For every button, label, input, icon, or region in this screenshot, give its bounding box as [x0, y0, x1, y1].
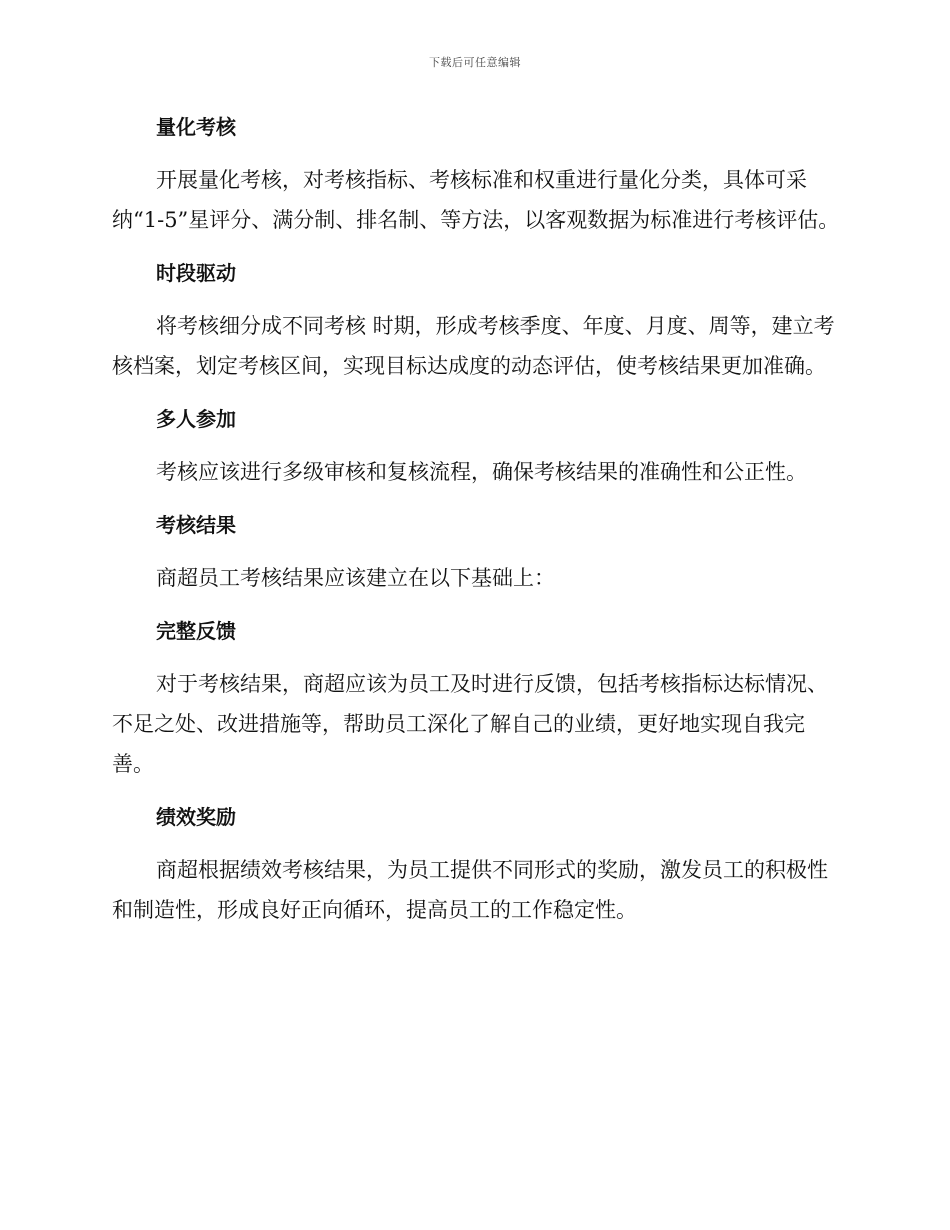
- section-paragraph: 对于考核结果，商超应该为员工及时进行反馈，包括考核指标达标情况、不足之处、改进措施等，帮助员工深化了解自己的业绩，更好地实现自我完善。: [112, 672, 828, 776]
- section-multi-participation: [112, 400, 842, 506]
- section-heading: 考核结果: [156, 513, 236, 537]
- section-heading: 量化考核: [156, 115, 236, 139]
- section-paragraph: 商超员工考核结果应该建立在以下基础上：: [156, 566, 555, 590]
- section-period-driven: [112, 254, 842, 400]
- section-heading: 绩效奖励: [156, 805, 236, 829]
- page-header: 下载后可任意编辑: [429, 56, 521, 69]
- section-performance-reward: [112, 798, 842, 930]
- section-assessment-results: [112, 506, 842, 612]
- section-heading: 完整反馈: [156, 619, 236, 643]
- section-complete-feedback: [112, 612, 842, 798]
- section-paragraph: 将考核细分成不同考核 时期，形成考核季度、年度、月度、周等，建立考核档案，划定考核区间，实现目标达成度的动态评估，使考核结果更加准确。: [112, 314, 835, 378]
- section-quantified-assessment: [112, 108, 842, 254]
- document-body: [112, 108, 842, 930]
- section-paragraph: 开展量化考核，对考核指标、考核标准和权重进行量化分类，具体可采纳“1-5”星评分、满分制、排名制、等方法，以客观数据为标准进行考核评估。: [112, 168, 840, 232]
- section-heading: 时段驱动: [156, 261, 236, 285]
- section-paragraph: 商超根据绩效考核结果，为员工提供不同形式的奖励，激发员工的积极性和制造性，形成良好正向循环，提高员工的工作稳定性。: [112, 858, 828, 922]
- section-heading: 多人参加: [156, 407, 236, 431]
- section-paragraph: 考核应该进行多级审核和复核流程，确保考核结果的准确性和公正性。: [156, 460, 807, 484]
